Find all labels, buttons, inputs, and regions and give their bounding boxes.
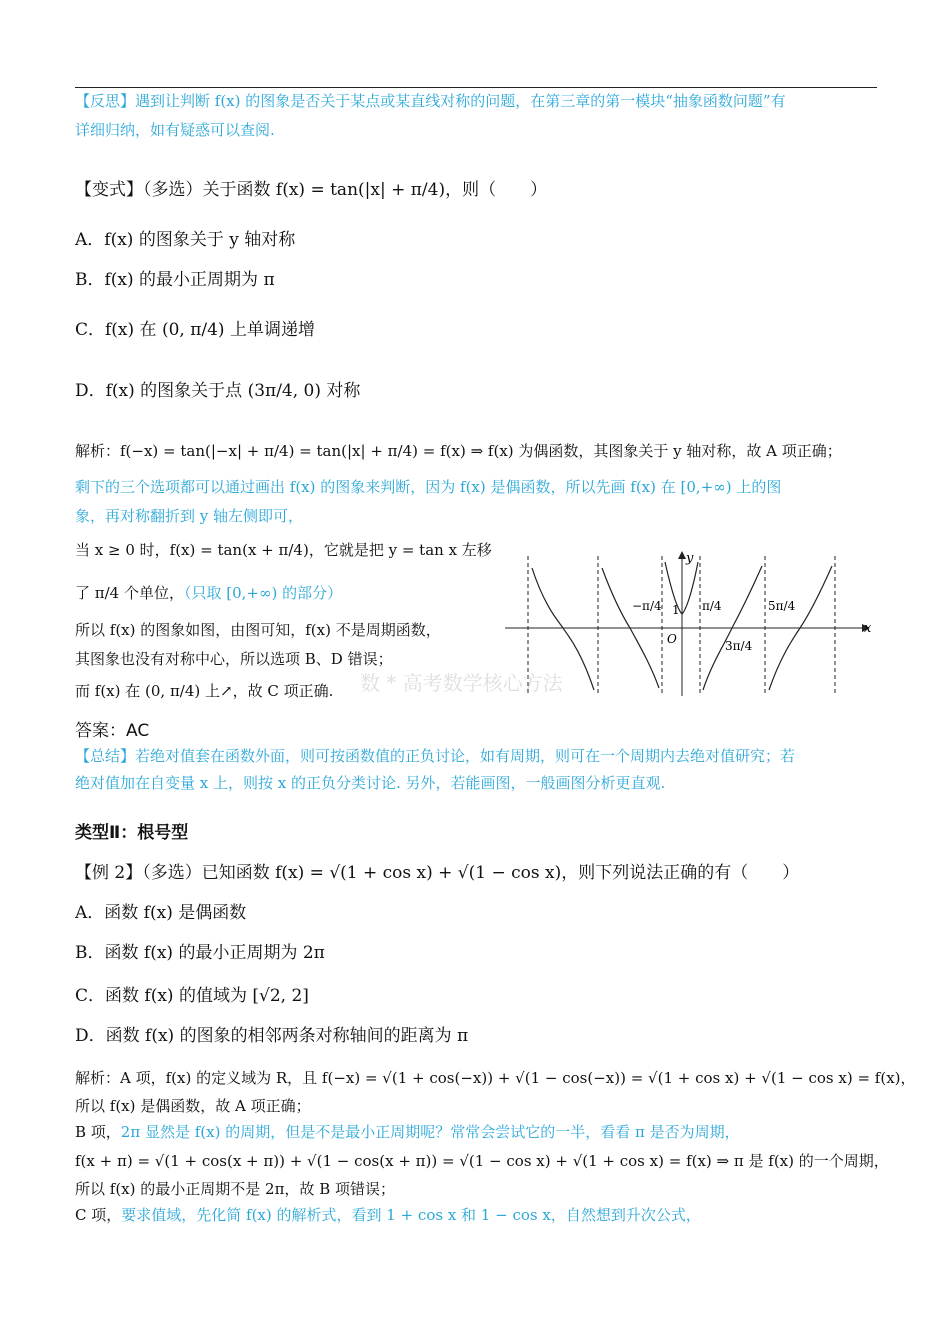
example2-stem: 【例 2】（多选）已知函数 f(x) = √(1 + cos x) + √(1 − cos x)，则下列说法正确的有（ ） <box>75 863 800 883</box>
reflection-line-2: 详细归纳，如有疑惑可以查阅. <box>75 121 275 139</box>
label-y: y <box>686 551 694 566</box>
variant-analysis-4: 当 x ≥ 0 时，f(x) = tan(x + π/4)，它就是把 y = tan x 左移 <box>75 541 492 559</box>
variant-option-a: A．f(x) 的图象关于 y 轴对称 <box>75 230 296 250</box>
label-x: x <box>864 621 872 636</box>
variant-option-d: D．f(x) 的图象关于点 (3π/4, 0) 对称 <box>75 381 361 401</box>
variant-analysis-5b: （只取 [0,+∞) 的部分） <box>184 584 343 602</box>
summary-line-2: 绝对值加在自变量 x 上，则按 x 的正负分类讨论. 另外，若能画图，一般画图分析更直观. <box>75 774 666 792</box>
variant-analysis-1: 解析：f(−x) = tan(|−x| + π/4) = tan(|x| + π/4) = f(x) ⇒ f(x) 为偶函数，其图象关于 y 轴对称，故 A 项正确； <box>75 442 842 460</box>
label-pi-4: π/4 <box>702 599 722 613</box>
label-one: 1 <box>672 603 680 617</box>
example2-option-d: D．函数 f(x) 的图象的相邻两条对称轴间的距离为 π <box>75 1026 469 1046</box>
example2-analysis-2: 所以 f(x) 是偶函数，故 A 项正确； <box>75 1097 311 1115</box>
top-rule <box>75 87 877 88</box>
label-5pi-4: 5π/4 <box>768 599 796 613</box>
label-neg-pi-4: −π/4 <box>632 599 662 613</box>
example2-option-c: C．函数 f(x) 的值域为 [√2, 2] <box>75 986 309 1006</box>
variant-analysis-7: 其图象也没有对称中心，所以选项 B、D 错误； <box>75 650 393 668</box>
variant-analysis-2: 剩下的三个选项都可以通过画出 f(x) 的图象来判断，因为 f(x) 是偶函数，所以先画 f(x) 在 [0,+∞) 上的图 <box>75 478 782 496</box>
example2-analysis-3a: B 项， <box>75 1123 121 1141</box>
label-3pi-4: 3π/4 <box>725 639 753 653</box>
variant-stem: 【变式】（多选）关于函数 f(x) = tan(|x| + π/4)，则（ ） <box>75 180 548 200</box>
example2-analysis-6 <box>75 1204 701 1226</box>
variant-option-c: C．f(x) 在 (0, π/4) 上单调递增 <box>75 320 315 340</box>
variant-option-b: B．f(x) 的最小正周期为 π <box>75 270 275 290</box>
example2-option-b: B．函数 f(x) 的最小正周期为 2π <box>75 943 325 963</box>
label-origin: O <box>667 632 677 646</box>
example2-analysis-3b: 2π 显然是 f(x) 的周期，但是不是最小正周期呢？常常会尝试它的一半，看看 π 是否为周期， <box>120 1123 740 1141</box>
example2-analysis-6b: 要求值域，先化简 f(x) 的解析式，看到 1 + cos x 和 1 − cos x，自然想到升次公式， <box>121 1206 701 1224</box>
y-axis-arrow <box>678 551 686 559</box>
watermark: 数 * 高考数学核心方法 <box>360 671 563 695</box>
example2-analysis-3 <box>75 1121 740 1143</box>
reflection-line-1: 【反思】遇到让判断 f(x) 的图象是否关于某点或某直线对称的问题，在第三章的第一模块“抽象函数问题”有 <box>75 92 786 110</box>
example2-option-a: A．函数 f(x) 是偶函数 <box>75 903 247 923</box>
variant-answer: 答案：AC <box>75 721 150 741</box>
summary-line-1: 【总结】若绝对值套在函数外面，则可按函数值的正负讨论，如有周期，则可在一个周期内去绝对值研究；若 <box>75 747 796 765</box>
variant-analysis-3: 象，再对称翻折到 y 轴左侧即可， <box>75 507 304 525</box>
type2-title: 类型Ⅱ：根号型 <box>75 823 189 843</box>
variant-analysis-5a: 了 π/4 个单位， <box>75 584 184 602</box>
example2-analysis-6a: C 项， <box>75 1206 122 1224</box>
variant-analysis-8: 而 f(x) 在 (0, π/4) 上↗，故 C 项正确. <box>75 682 334 700</box>
example2-analysis-1: 解析：A 项，f(x) 的定义域为 R，且 f(−x) = √(1 + cos(−x)) + √(1 − cos(−x)) = √(1 + cos x) + √(1 − cos x) = f(x)， <box>75 1069 916 1087</box>
example2-analysis-4: f(x + π) = √(1 + cos(x + π)) + √(1 − cos(x + π)) = √(1 − cos x) + √(1 + cos x) = f(x) ⇒ π 是 f(x) 的一个周期， <box>75 1152 889 1170</box>
variant-analysis-5 <box>75 582 342 604</box>
example2-analysis-5: 所以 f(x) 的最小正周期不是 2π，故 B 项错误； <box>75 1180 395 1198</box>
variant-analysis-6: 所以 f(x) 的图象如图，由图可知，f(x) 不是周期函数， <box>75 621 441 639</box>
